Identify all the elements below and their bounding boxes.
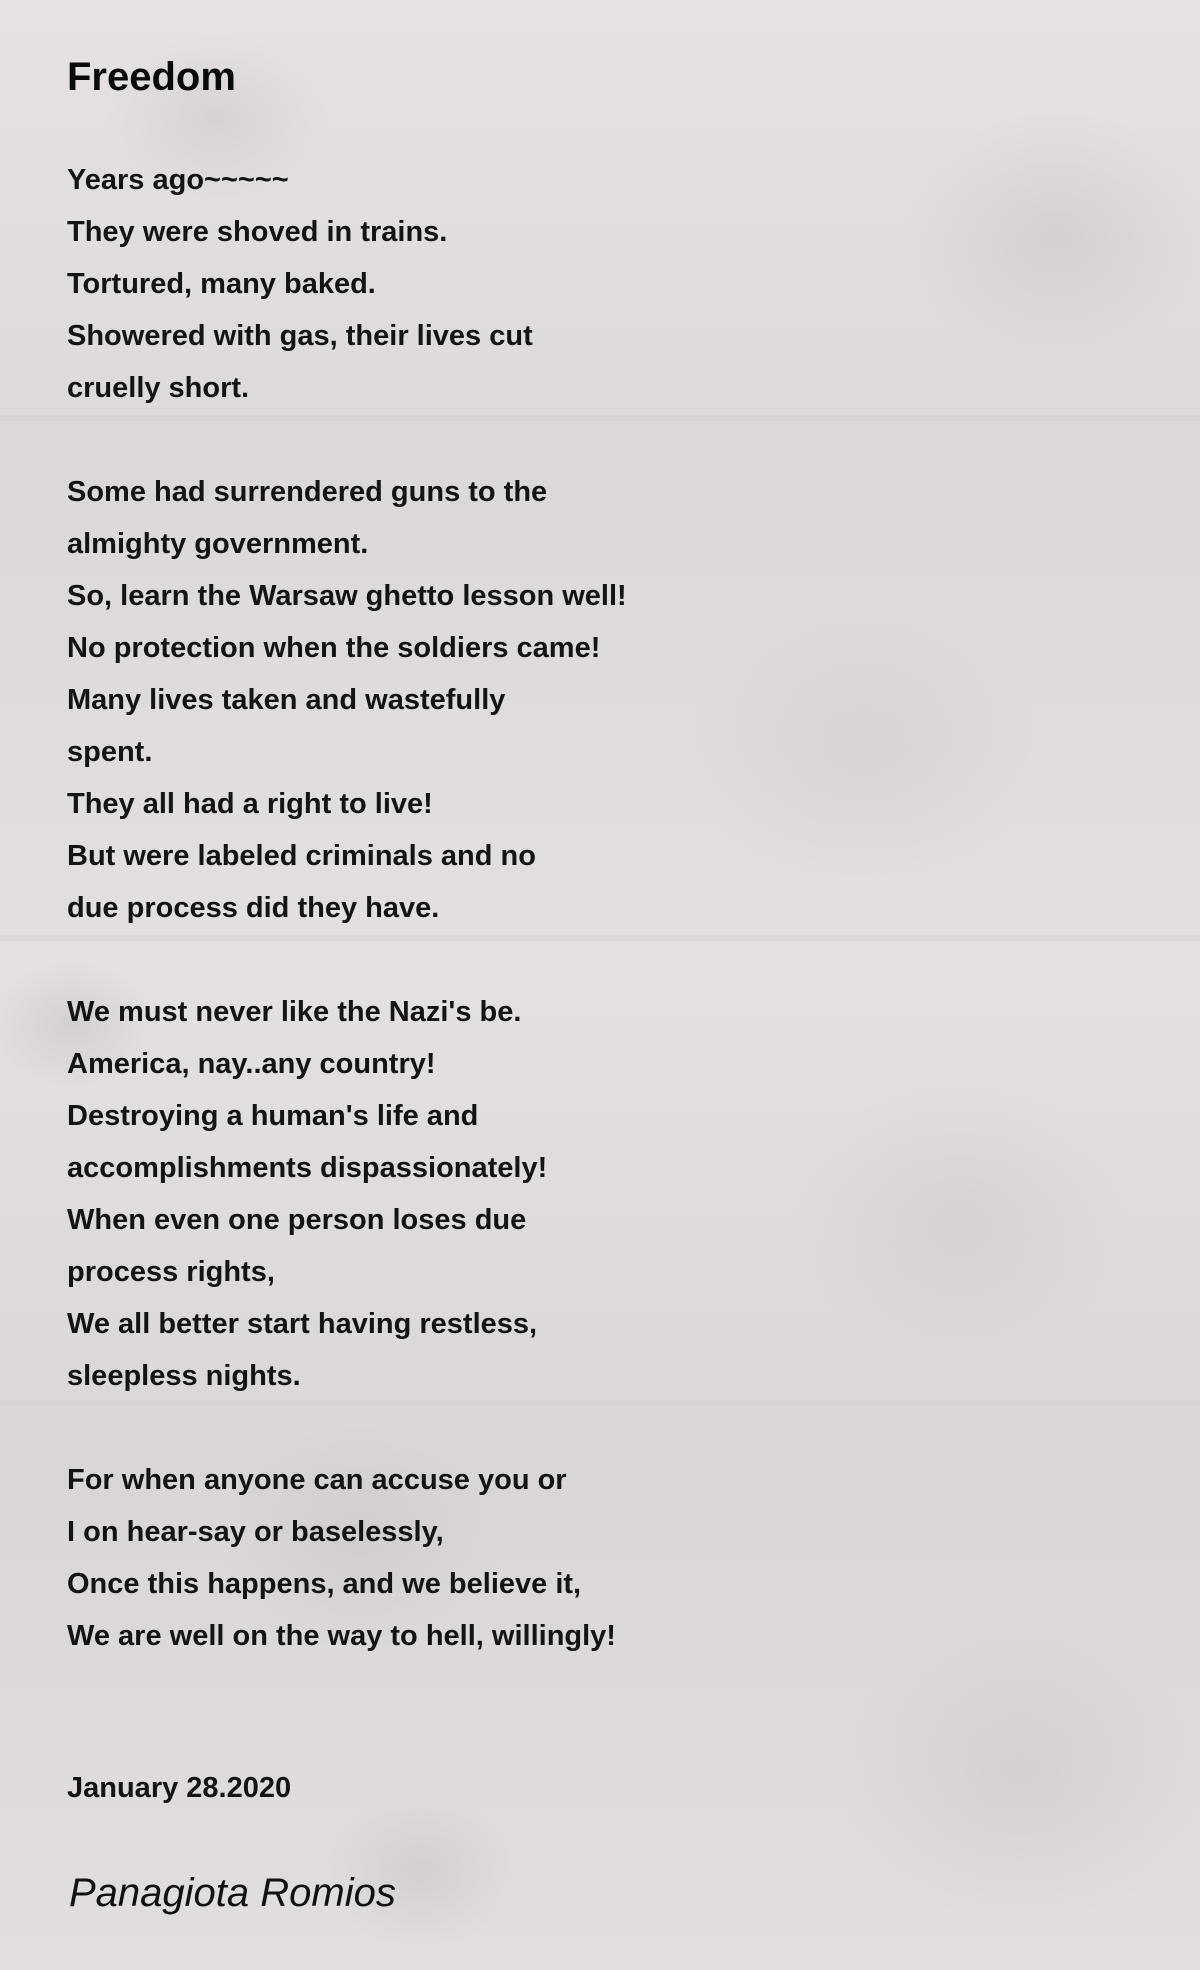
poem-title: Freedom [67,55,236,99]
poem-line: Destroying a human's life and [67,1100,479,1132]
poem-line: For when anyone can accuse you or [67,1464,567,1496]
poem-line: We must never like the Nazi's be. [67,996,522,1028]
stanza-4 [67,1454,1067,1662]
poem-line: due process did they have. [67,892,440,924]
poem-line: Years ago~~~~~ [67,164,289,196]
stanza-3 [67,986,1067,1402]
poem-line: spent. [67,736,153,768]
poem-line: Tortured, many baked. [67,268,376,300]
stanza-2 [67,466,1067,934]
poem-line: So, learn the Warsaw ghetto lesson well! [67,580,627,612]
poem-date: January 28.2020 [67,1772,292,1804]
poem-line: But were labeled criminals and no [67,840,536,872]
poem-line: Some had surrendered guns to the [67,476,548,508]
poem-line: sleepless nights. [67,1360,301,1392]
poem-line: Once this happens, and we believe it, [67,1568,582,1600]
poem-line: cruelly short. [67,372,250,404]
poem-line: We are well on the way to hell, willingly! [67,1620,616,1652]
poem-line: I on hear-say or baselessly, [67,1516,444,1548]
poem-line: They were shoved in trains. [67,216,448,248]
poem-line: almighty government. [67,528,369,560]
poem-author: Panagiota Romios [69,1871,396,1915]
stanza-1 [67,154,1067,414]
poem-line: Many lives taken and wastefully [67,684,506,716]
poem-line: America, nay..any country! [67,1048,436,1080]
poem-line: No protection when the soldiers came! [67,632,601,664]
poem-container [67,50,1067,1714]
poem-line: When even one person loses due [67,1204,527,1236]
poem-line: process rights, [67,1256,275,1288]
poem-line: accomplishments dispassionately! [67,1152,548,1184]
poem-line: Showered with gas, their lives cut [67,320,533,352]
poem-line: We all better start having restless, [67,1308,538,1340]
poem-line: They all had a right to live! [67,788,433,820]
